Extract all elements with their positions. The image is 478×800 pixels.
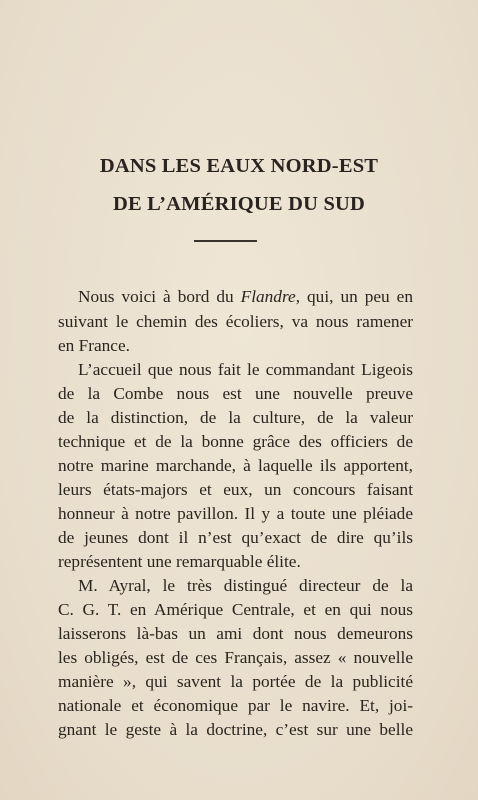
paragraph-line: technique et de la bonne grâce des officiers de — [58, 432, 413, 451]
paragraph-line: notre marine marchande, à laquelle ils apportent, — [58, 456, 413, 475]
paragraph-line: L’accueil que nous fait le commandant Ligeois — [78, 360, 413, 379]
title-divider — [194, 240, 257, 242]
ship-name: Flandre — [240, 287, 296, 306]
paragraph-line: nationale et économique par le navire. Et, joi- — [58, 696, 413, 715]
paragraph-line: manière », qui savent la portée de la publicité — [58, 672, 413, 691]
paragraph-line: leurs états-majors et eux, un concours faisant — [58, 480, 413, 499]
paragraph-line: Nous voici à bord du Flandre, qui, un peu en — [78, 287, 413, 306]
paragraph-line: de jeunes dont il n’est qu’exact de dire qu’ils — [58, 528, 413, 547]
paragraph-line: M. Ayral, le très distingué directeur de la — [78, 576, 413, 595]
paragraph-line: de la distinction, de la culture, de la valeur — [58, 408, 413, 427]
paragraph-line: C. G. T. en Amérique Centrale, et en qui nous — [58, 600, 413, 619]
paragraph-line: suivant le chemin des écoliers, va nous ramener — [58, 312, 413, 331]
paragraph-line: laisserons là-bas un ami dont nous demeurons — [58, 624, 413, 643]
paragraph-line: en France. — [58, 336, 130, 355]
paragraph-line: de la Combe nous est une nouvelle preuve — [58, 384, 413, 403]
chapter-title-line-2: DE L’AMÉRIQUE DU SUD — [112, 193, 366, 215]
paragraph-line: les obligés, est de ces Français, assez « nouvelle — [58, 648, 413, 667]
paragraph-line: honneur à notre pavillon. Il y a toute une pléiade — [58, 504, 413, 523]
paragraph-line: représentent une remarquable élite. — [58, 552, 301, 571]
chapter-title-line-1: DANS LES EAUX NORD-EST — [99, 155, 379, 177]
paragraph-line: gnant le geste à la doctrine, c’est sur une belle — [58, 720, 413, 739]
